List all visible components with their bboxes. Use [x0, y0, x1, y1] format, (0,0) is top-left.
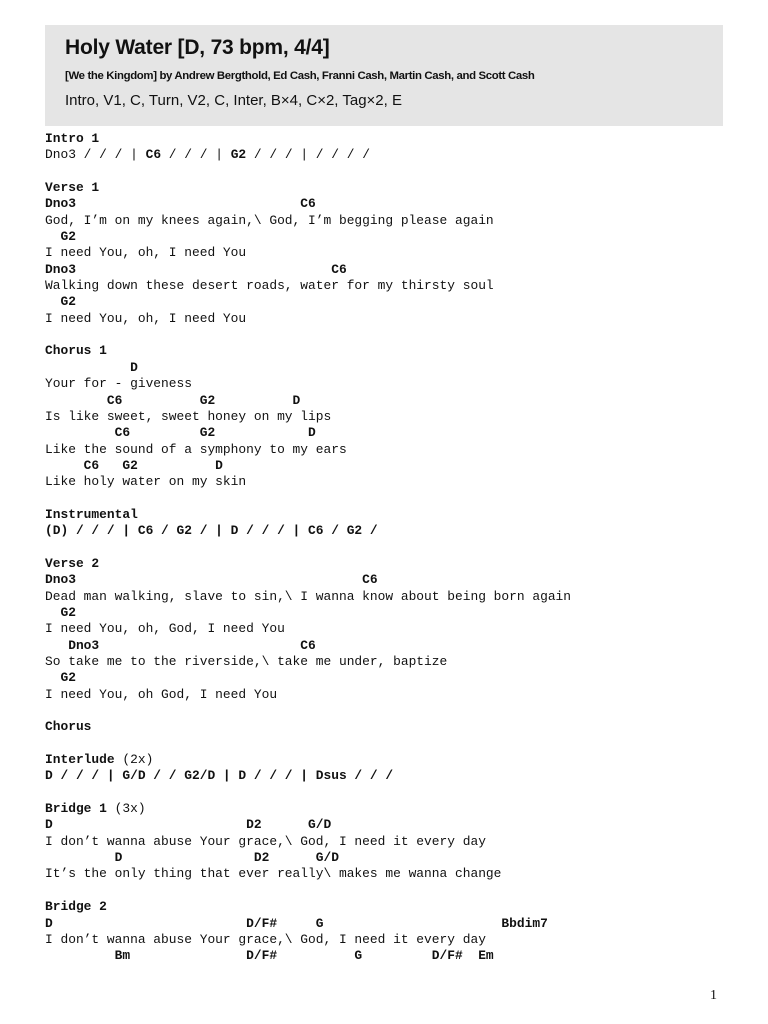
section-label — [45, 801, 755, 817]
bar-segment: / / / | — [161, 147, 231, 163]
lyric-line: So take me to the riverside,\ take me under, baptize — [45, 654, 448, 669]
song-title: Holy Water [D, 73 bpm, 4/4] — [65, 36, 330, 59]
chord-line: D — [45, 359, 138, 375]
lyric-line: Walking down these desert roads, water for my thirsty soul — [45, 278, 494, 294]
bar-line — [45, 523, 755, 539]
lyric-line: I don’t wanna abuse Your grace,\ God, I need it every day — [45, 931, 486, 947]
section-label — [45, 507, 755, 523]
section-name: Instrumental — [45, 506, 138, 522]
lyric-line: It’s the only thing that ever really\ makes me wanna change — [45, 866, 502, 882]
song-structure: Intro, V1, C, Turn, V2, C, Inter, B×4, C×2, Tag×2, E — [65, 92, 402, 109]
chord-line: D D2 G/D — [45, 850, 339, 866]
chord-line: G2 — [45, 604, 76, 620]
repeat-note: (2x) — [114, 752, 154, 768]
chord-line: Dno3 C6 — [45, 196, 316, 212]
section-label — [45, 899, 755, 915]
blank-line — [45, 785, 755, 801]
section-name: Verse 1 — [45, 180, 100, 196]
blank-line — [45, 491, 755, 507]
lyric-line: I need You, oh, I need You — [45, 245, 247, 261]
section-label — [45, 131, 755, 147]
lyric-line: God, I’m on my knees again,\ God, I’m begging please again — [45, 212, 494, 228]
lyric-line: Dead man walking, slave to sin,\ I wanna know about being born again — [45, 588, 572, 604]
chord-line: D D/F# G Bbdim7 — [45, 915, 548, 931]
lyric-line: Like the sound of a symphony to my ears — [45, 441, 347, 457]
chord-line: D D2 G/D — [45, 817, 332, 833]
bar-line — [45, 147, 755, 163]
song-authors: [We the Kingdom] by Andrew Bergthold, Ed Cash, Franni Cash, Martin Cash, and Scott Cash — [65, 70, 535, 82]
lyric-line: Your for - giveness — [45, 376, 192, 392]
blank-line — [45, 540, 755, 556]
lyric-line: Like holy water on my skin — [45, 474, 247, 490]
lyric-line: I don’t wanna abuse Your grace,\ God, I need it every day — [45, 833, 486, 849]
lyric-line: I need You, oh, I need You — [45, 310, 247, 326]
chord-line: Dno3 C6 — [45, 572, 378, 588]
lyric-line: I need You, oh God, I need You — [45, 686, 278, 702]
section-label — [45, 180, 755, 196]
song-header — [45, 25, 723, 126]
page-number: 1 — [710, 988, 717, 1003]
section-name: Interlude — [45, 752, 115, 768]
chord-line: C6 G2 D — [45, 392, 301, 408]
section-name: Verse 2 — [45, 555, 100, 571]
section-label — [45, 752, 755, 768]
chord-line: G2 — [45, 670, 76, 686]
bar-line — [45, 768, 755, 784]
bar-segment: Dno3 / / / | — [45, 147, 146, 163]
section-label — [45, 343, 755, 359]
chord-line: Dno3 C6 — [45, 637, 316, 653]
chord-line: C6 G2 D — [45, 425, 316, 441]
lyric-line: I need You, oh, God, I need You — [45, 621, 285, 637]
section-name: Bridge 2 — [45, 899, 107, 915]
blank-line — [45, 736, 755, 752]
section-label — [45, 719, 755, 735]
section-name: Chorus — [45, 719, 92, 735]
repeat-note: (3x) — [106, 801, 146, 817]
chord-line: G2 — [45, 229, 76, 245]
chord-line: Dno3 C6 — [45, 261, 347, 277]
bar-segment: D / / / | G/D / / G2/D | D / / / | Dsus / / / — [45, 768, 394, 784]
section-name: Intro 1 — [45, 131, 100, 146]
blank-line — [45, 883, 755, 899]
chord-line: C6 G2 D — [45, 457, 223, 473]
section-label — [45, 556, 755, 572]
chord-line: Bm D/F# G D/F# Em — [45, 948, 494, 964]
blank-line — [45, 164, 755, 180]
bar-segment: C6 — [145, 147, 162, 163]
section-name: Bridge 1 — [45, 801, 107, 817]
blank-line — [45, 327, 755, 343]
bar-segment: (D) / / / | C6 / G2 / | D / / / | C6 / G2 / — [45, 523, 378, 539]
section-name: Chorus 1 — [45, 343, 107, 359]
bar-segment: / / / | / / / / — [246, 147, 370, 163]
bar-segment: G2 — [230, 147, 247, 163]
chord-sheet — [45, 131, 755, 965]
lyric-line: Is like sweet, sweet honey on my lips — [45, 408, 332, 424]
blank-line — [45, 703, 755, 719]
chord-line: G2 — [45, 294, 76, 310]
